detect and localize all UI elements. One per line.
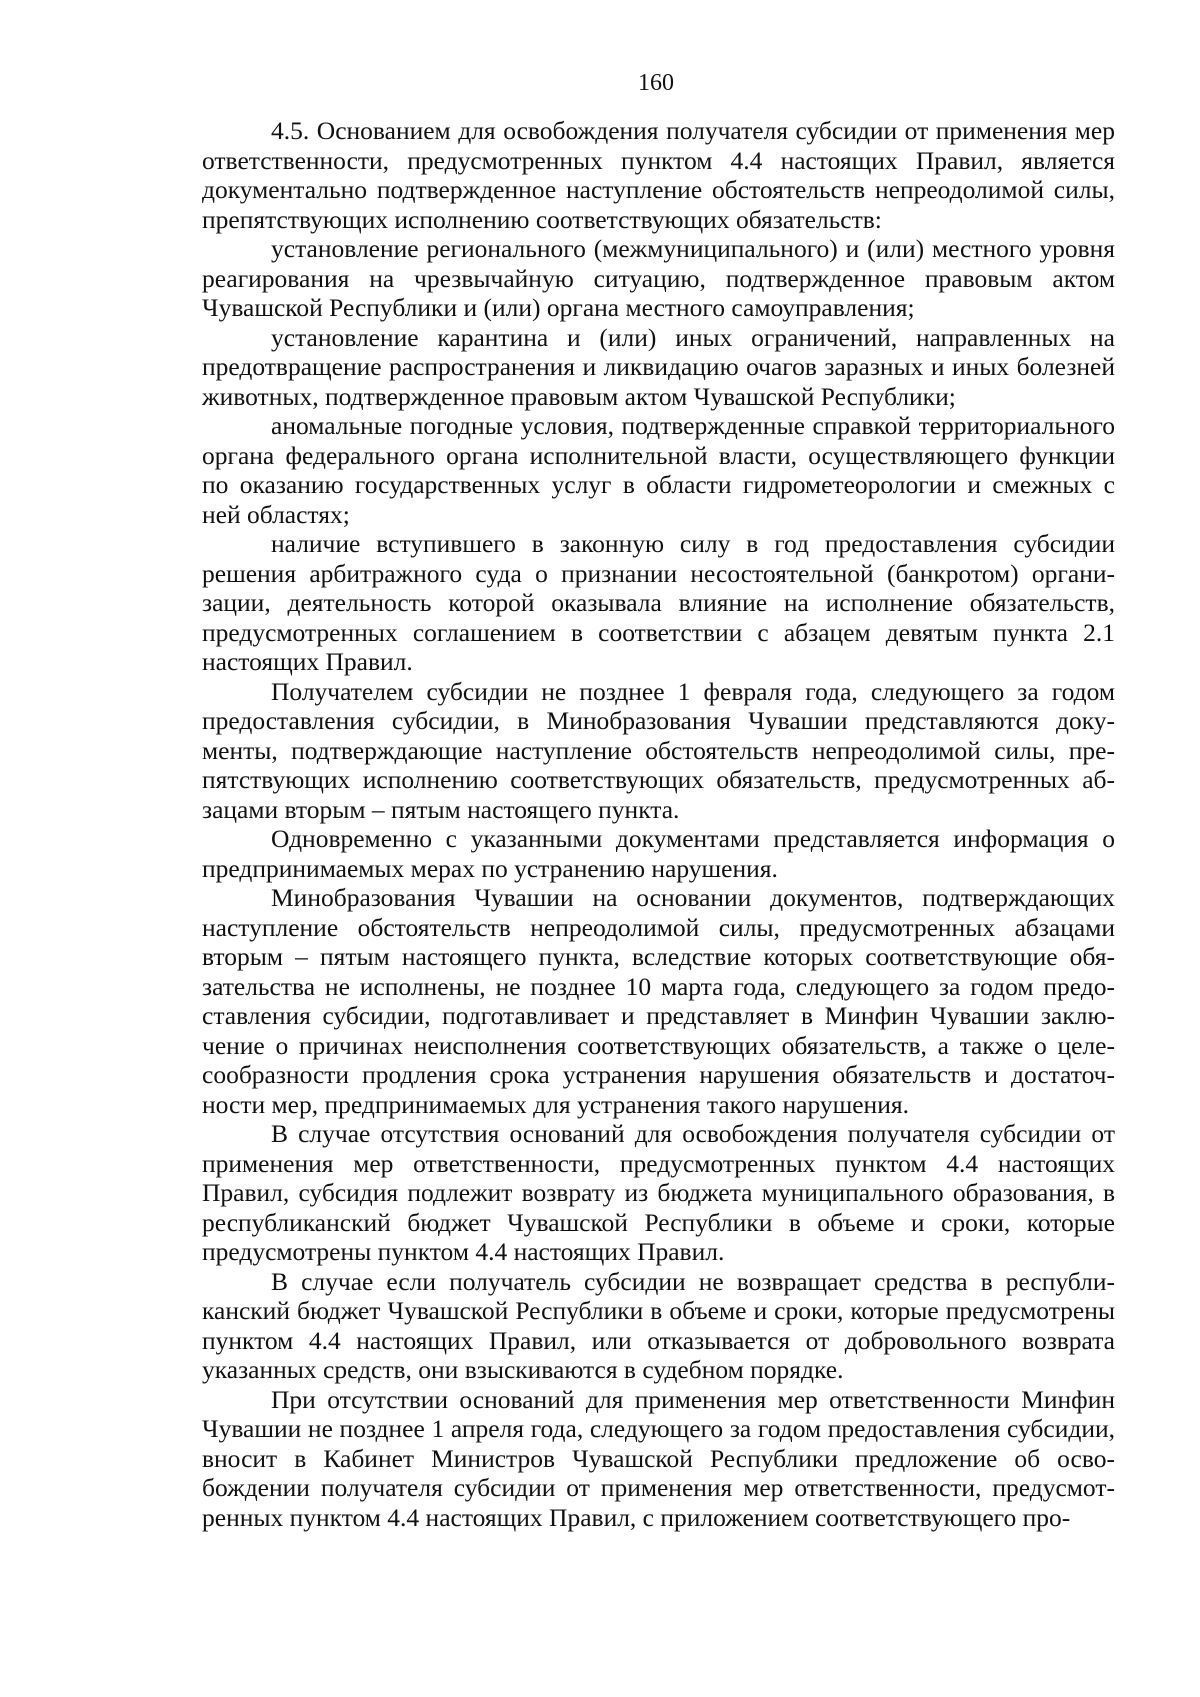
paragraph-subsidy-refund: В случае отсутствия оснований для освобождения получателя субсидии от применения мер ответственности, предусмотренных пунктом 4.4 настоящих Правил, субсидия подлежит возврату из бюджета муниципального образования, в республиканский бюджет Чувашской Республики в объеме и сроки, которые предусмотрены пунктом 4.4 настоящих Правил. xyxy=(202,1119,1115,1266)
paragraph-weather-conditions: аномальные погодные условия, подтвержденные справкой территориального органа федерального органа исполнительной власти, осуществляющего функции по оказанию государственных услуг в области гидрометеорологии и смежных с ней областях; xyxy=(202,411,1115,529)
paragraph-documents-submission: Получателем субсидии не позднее 1 февраля года, следующего за годом предоставления субсидии, в Минобразования Чувашии представляются документы, подтверждающие наступление обстоятельств непреодолимой силы, препятствующих исполнению соответствующих обязательств, предусмотренных абзацами вторым – пятым настоящего пункта. xyxy=(202,676,1115,824)
paragraph-ministry-conclusion: Минобразования Чувашии на основании документов, подтверждающих наступление обстоятельств непреодолимой силы, предусмотренных абзацами вторым – пятым настоящего пункта, вследствие которых соответствующие обязательства не исполнены, не позднее 10 марта года, следующего за годом предоставления субсидии, подготавливает и представляет в Минфин Чувашии заключение о причинах неисполнения соответствующих обязательств, а также о целесообразности продления срока устранения нарушения обязательств и достаточности мер, предпринимаемых для устранения такого нарушения. xyxy=(202,883,1115,1119)
paragraph-quarantine: установление карантина и (или) иных ограничений, направленных на предотвращение распространения и ликвидацию очагов заразных и иных болезней животных, подтвержденное правовым актом Чувашской Республики; xyxy=(202,322,1115,411)
paragraph-measures-information: Одновременно с указанными документами представляется информация о предпринимаемых мерах по устранению нарушения. xyxy=(202,824,1115,883)
paragraph-minfin-proposal: При отсутствии оснований для применения мер ответственности Минфин Чувашии не позднее 1 апреля года, следующего за годом предоставления субсидии, вносит в Кабинет Министров Чувашской Республики предложение об освобождении получателя субсидии от применения мер ответственности, предусмотренных пунктом 4.4 настоящих Правил, с приложением соответствующего про- xyxy=(202,1384,1115,1532)
paragraph-emergency-regime: установление регионального (межмуниципального) и (или) местного уровня реагирования на чрезвычайную ситуацию, подтвержденное правовым актом Чувашской Республики и (или) органа местного самоуправления; xyxy=(202,234,1115,322)
document-body xyxy=(202,116,1115,1532)
page-number: 160 xyxy=(638,70,674,96)
paragraph-4-5: 4.5. Основанием для освобождения получателя субсидии от применения мер ответственности, предусмотренных пунктом 4.4 настоящих Правил, является документально подтвержденное наступление обстоятельств непреодолимой силы, препятствующих исполнению соответствующих обязательств: xyxy=(202,116,1115,234)
paragraph-judicial-recovery: В случае если получатель субсидии не возвращает средства в республиканский бюджет Чувашской Республики в объеме и сроки, которые предусмотрены пунктом 4.4 настоящих Правил, или отказывается от добровольного возврата указанных средств, они взыскиваются в судебном порядке. xyxy=(202,1266,1115,1384)
paragraph-court-decision: наличие вступившего в законную силу в год предоставления субсидии решения арбитражного суда о признании несостоятельной (банкротом) организации, деятельность которой оказывала влияние на исполнение обязательств, предусмотренных соглашением в соответствии с абзацем девятым пункта 2.1 настоящих Правил. xyxy=(202,529,1115,676)
